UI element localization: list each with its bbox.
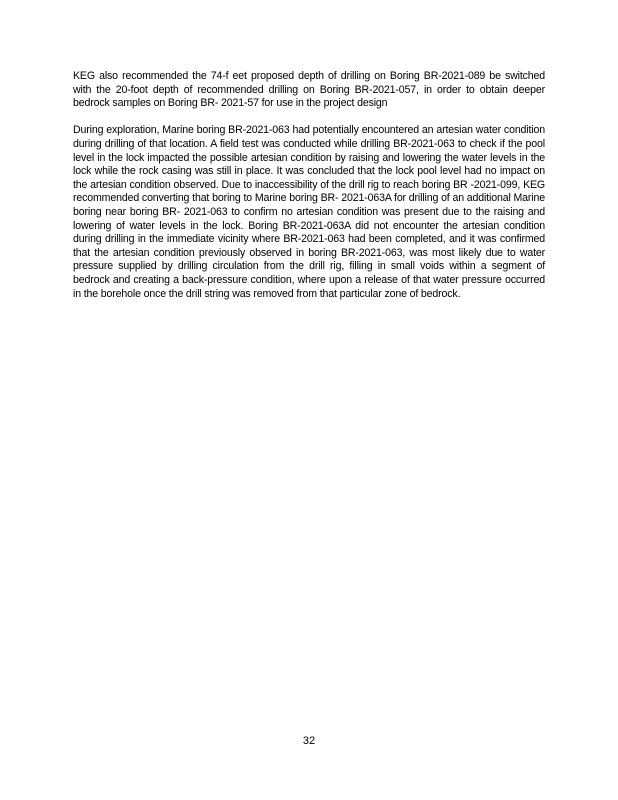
page-number: 32 [302,735,316,747]
body-text [73,70,545,301]
paragraph-recommendation: KEG also recommended the 74-f eet proposed depth of drilling on Boring BR-2021-089 be switched with the 20-foot depth of recommended drilling on Boring BR-2021-057, in order to obtain deeper bedrock samples on Boring BR- 2021-57 for use in the project design [73,70,545,110]
paragraph-artesian-condition: During exploration, Marine boring BR-2021-063 had potentially encountered an artesian water condition during drilling of that location. A field test was conducted while drilling BR-2021-063 to check if the pool level in the lock impacted the possible artesian condition by raising and lowering the water levels in the lock while the rock casing was still in place. It was concluded that the lock pool level had no impact on the artesian condition observed. Due to inaccessibility of the drill rig to reach boring BR -2021-099, KEG recommended converting that boring to Marine boring BR- 2021-063A for drilling of an additional Marine boring near boring BR- 2021-063 to confirm no artesian condition was present due to the raising and lowering of water levels in the lock. Boring BR-2021-063A did not encounter the artesian condition during drilling in the immediate vicinity where BR-2021-063 had been completed, and it was confirmed that the artesian condition previously observed in boring BR-2021-063, was most likely due to water pressure supplied by drilling circulation from the drill rig, filling in small voids within a segment of bedrock and creating a back-pressure condition, where upon a release of that water pressure occurred in the borehole once the drill string was removed from that particular zone of bedrock. [73,124,545,300]
